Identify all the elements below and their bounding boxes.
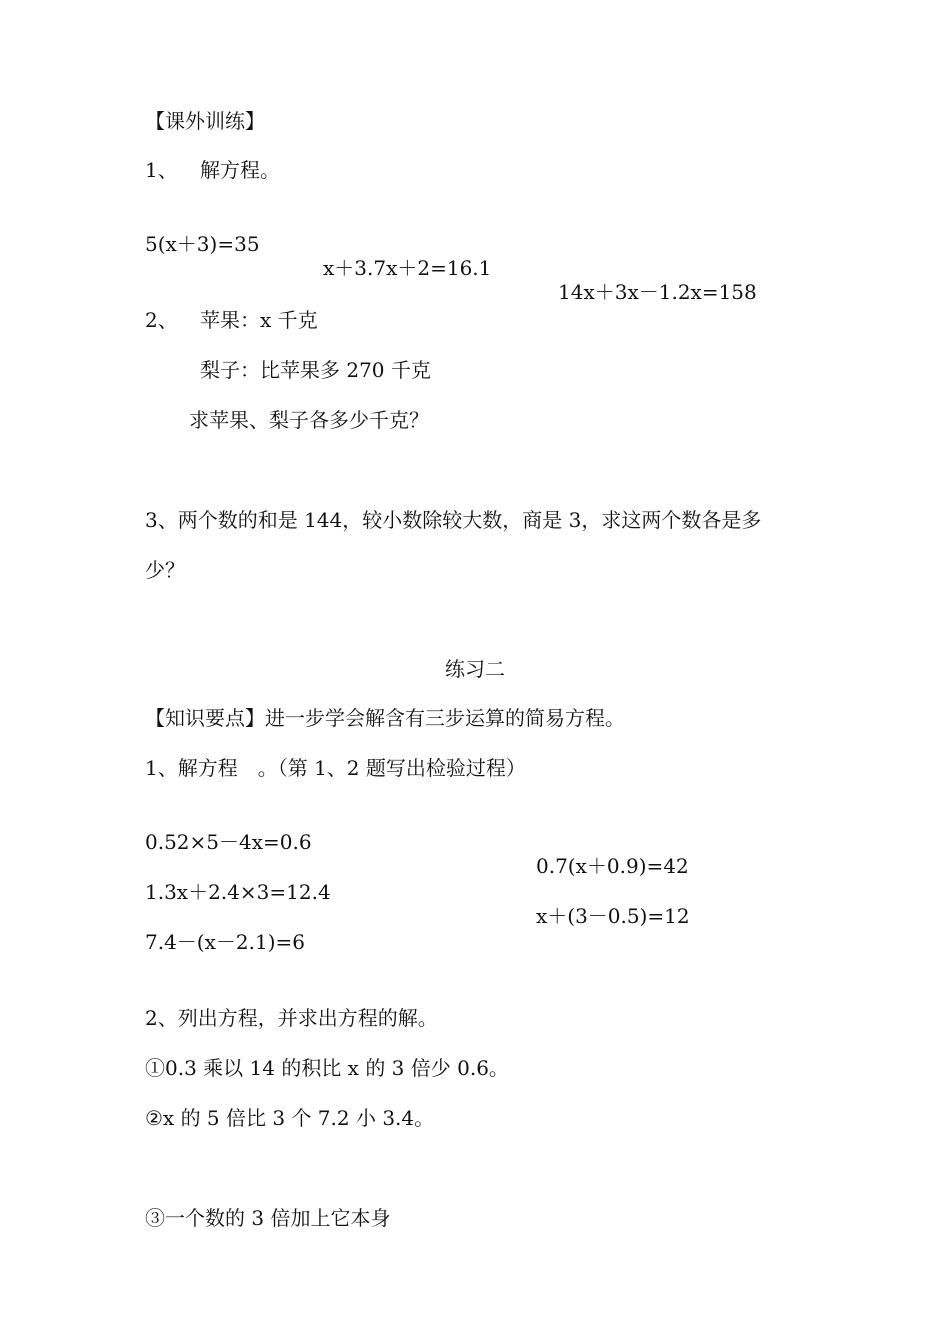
question-1-equations	[0, 208, 950, 304]
equation: 5(x＋3)=35	[145, 232, 260, 256]
equation: 0.7(x＋0.9)=42	[536, 854, 689, 878]
equation: 7.4－(x－2.1)=6	[145, 930, 305, 954]
equation: 14x＋3x－1.2x=158	[558, 280, 757, 304]
question-2-line: 苹果：x 千克	[200, 308, 318, 332]
question-1-text: 解方程。	[200, 158, 280, 182]
key-points: 【知识要点】进一步学会解含有三步运算的简易方程。	[145, 706, 625, 730]
list-item: ①0.3 乘以 14 的积比 x 的 3 倍少 0.6。	[145, 1056, 509, 1080]
question-1-label: 1、	[145, 158, 178, 182]
question-2-line: 求苹果、梨子各多少千克？	[189, 408, 429, 432]
list-item: ②x 的 5 倍比 3 个 7.2 小 3.4。	[145, 1106, 435, 1130]
equation: 1.3x＋2.4×3=12.4	[145, 880, 331, 904]
question-3-line: 3、两个数的和是 144，较小数除较大数，商是 3，求这两个数各是多	[145, 508, 762, 532]
equation: x＋(3－0.5)=12	[536, 904, 690, 928]
list-item: ③一个数的 3 倍加上它本身	[145, 1206, 391, 1230]
question-2-text: 2、列出方程，并求出方程的解。	[145, 1006, 438, 1030]
equation-row	[0, 906, 950, 954]
question-2-line: 梨子：比苹果多 270 千克	[200, 358, 431, 382]
section-title: 练习二	[445, 657, 505, 681]
section-heading: 【课外训练】	[145, 109, 265, 133]
equation: 0.52×5－4x=0.6	[145, 830, 312, 854]
question-3-line: 少？	[145, 558, 185, 582]
question-2-label: 2、	[145, 308, 178, 332]
question-1-text: 1、解方程 。（第 1、2 题写出检验过程）	[145, 756, 526, 780]
equation: x＋3.7x＋2=16.1	[323, 256, 492, 280]
